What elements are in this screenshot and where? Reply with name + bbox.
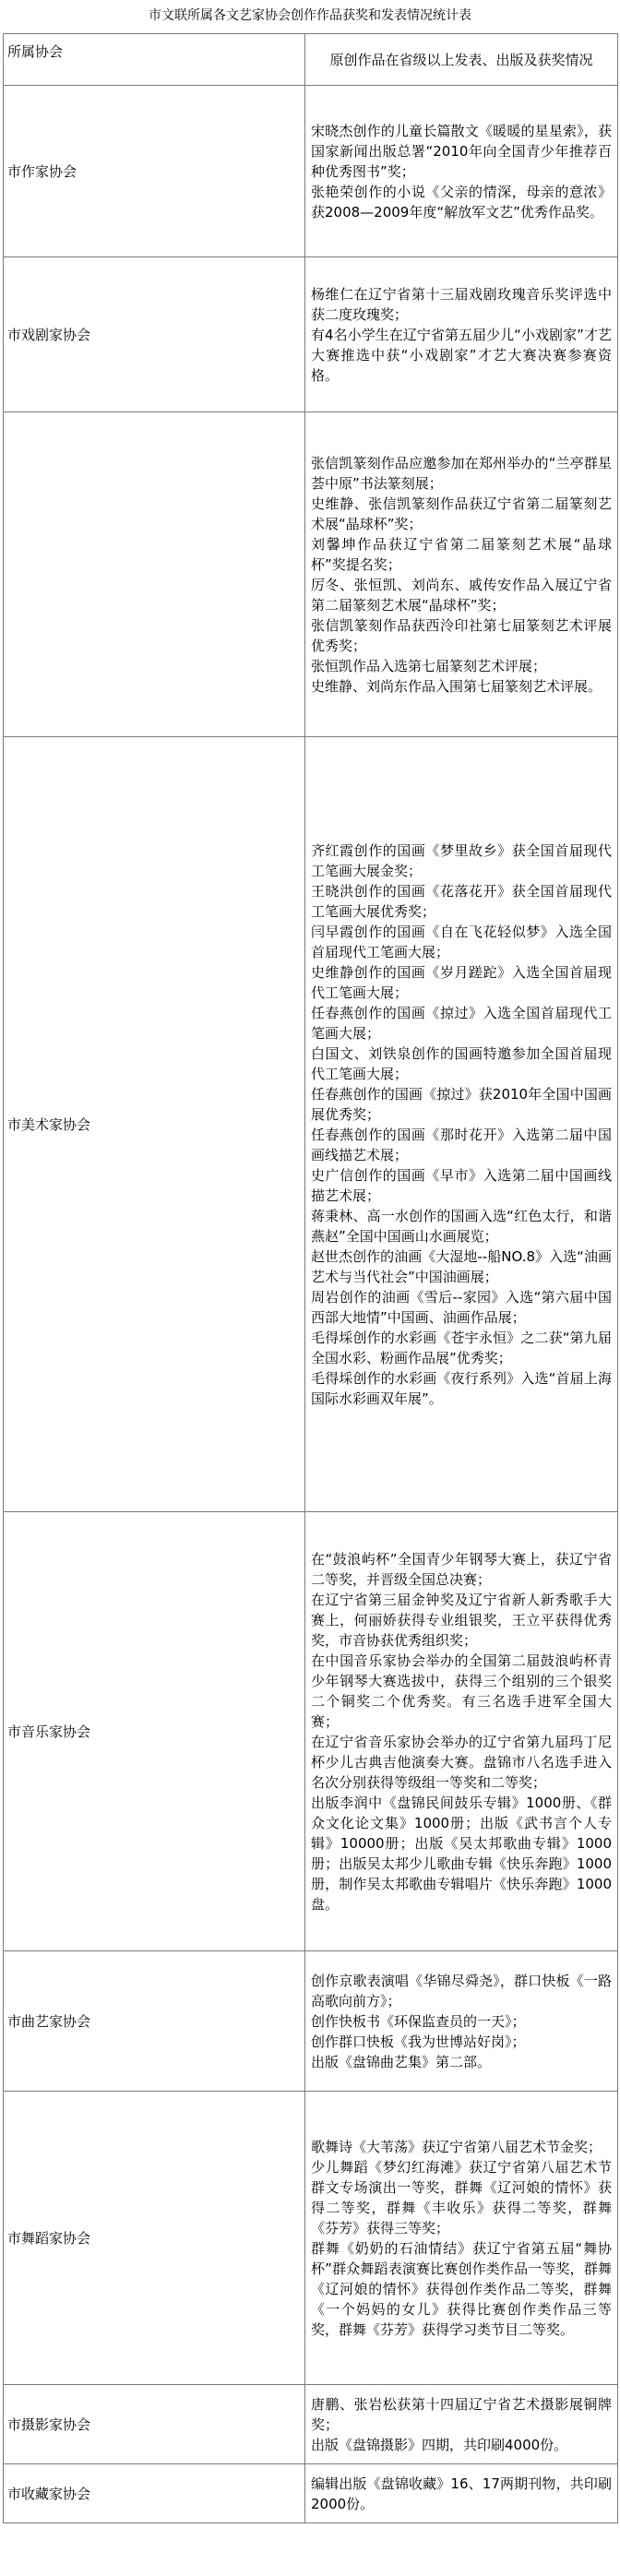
achievement-item: 杨维仁在辽宁省第十三届戏剧玫瑰音乐奖评选中获二度玫瑰奖； (311, 285, 612, 323)
achievement-item: 张信凯篆刻作品获西泠印社第七届篆刻艺术评展优秀奖； (311, 616, 612, 654)
achievement-description (305, 2092, 618, 2385)
table-row (4, 257, 618, 412)
association-name: 市戏剧家协会 (4, 257, 305, 412)
achievement-item: 史维静、刘尚东作品入围第七届篆刻艺术评展。 (311, 677, 602, 695)
achievement-item: 在“鼓浪屿杯”全国青少年钢琴大赛上，获辽宁省二等奖，并晋级全国总决赛； (311, 1550, 612, 1588)
achievement-item: 厉冬、张恒凯、刘尚东、戚传安作品入展辽宁省第二届篆刻艺术展“晶球杯”奖； (311, 576, 612, 614)
achievement-item: 创作快板书《环保监查员的一天》； (311, 2012, 526, 2030)
achievement-description (305, 412, 618, 737)
page (0, 3, 620, 2576)
achievement-item: 任春燕创作的国画《那时花开》入选第二届中国画线描艺术展； (311, 1126, 612, 1163)
achievement-item: 史维静、张信凯篆刻作品获辽宁省第二届篆刻艺术展“晶球杯”奖； (311, 495, 612, 532)
achievement-item: 刘馨坤作品获辽宁省第二届篆刻艺术展“晶球杯”奖提名奖； (311, 535, 612, 573)
association-name: 市舞蹈家协会 (4, 2092, 305, 2385)
achievement-item: 在辽宁省音乐家协会举办的辽宁省第九届玛丁尼杯少儿古典吉他演奏大赛。盘锦市八名选手进入名次分别获得等级组一等奖和二等奖； (311, 1733, 612, 1791)
achievement-item: 张艳荣创作的小说《父亲的情深，母亲的意浓》获2008—2009年度“解放军文艺”优秀作品奖。 (311, 183, 612, 221)
header-association: 所属协会 (4, 34, 305, 86)
achievement-item: 张信凯篆刻作品应邀参加在郑州举办的“兰亭群星荟中原”书法篆刻展； (311, 454, 612, 492)
table-row (4, 2385, 618, 2464)
achievement-item: 毛得埰创作的水彩画《夜行系列》入选“首届上海国际水彩画双年展”。 (311, 1369, 612, 1407)
association-name: 市音乐家协会 (4, 1512, 305, 1951)
achievement-item: 闫早霞创作的国画《自在飞花轻似梦》入选全国首届现代工笔画大展； (311, 923, 612, 960)
table-header-row (4, 34, 618, 86)
table-body (4, 86, 618, 2523)
header-description: 原创作品在省级以上发表、出版及获奖情况 (305, 34, 618, 86)
table-row (4, 2092, 618, 2385)
achievement-item: 赵世杰创作的油画《大湿地--船NO.8》入选“油画艺术与当代社会”中国油画展； (311, 1247, 612, 1285)
achievement-item: 编辑出版《盘锦收藏》16、17两期刊物，共印刷2000份。 (311, 2475, 612, 2512)
document-title: 市文联所属各文艺家协会创作作品获奖和发表情况统计表 (149, 8, 471, 23)
achievement-description (305, 2385, 618, 2464)
achievement-item: 齐红霞创作的国画《梦里故乡》获全国首届现代工笔画大展金奖； (311, 841, 612, 879)
association-name: 市收藏家协会 (4, 2464, 305, 2523)
achievement-item: 出版李润中《盘锦民间鼓乐专辑》1000册、《群众文化论文集》1000册；出版《武书言个人专辑》10000册；出版《吴太邦歌曲专辑》1000册；出版吴太邦少儿歌曲专辑《快乐奔跑》1000册，制作吴太邦歌曲专辑唱片《快乐奔跑》1000盘。 (311, 1794, 612, 1913)
achievement-item: 在中国音乐家协会举办的全国第二届鼓浪屿杯青少年钢琴大赛选拔中，获得三个组别的三个银奖二个铜奖二个优秀奖。有三名选手进军全国大赛； (311, 1652, 612, 1730)
achievement-item: 群舞《奶奶的石油情结》获辽宁省第五届“舞协杯”群众舞蹈表演赛比赛创作类作品一等奖，群舞《辽河娘的情怀》获得创作类作品二等奖，群舞《一个妈妈的女儿》获得比赛创作类作品三等奖，群舞《芬芳》获得学习类节目二等奖。 (311, 2239, 612, 2338)
achievement-item: 有4名小学生在辽宁省第五届少儿“小戏剧家”才艺大赛推选中获“小戏剧家”才艺大赛决赛参赛资格。 (311, 326, 612, 384)
achievement-item: 出版《盘锦摄影》四期，共印刷4000份。 (311, 2436, 568, 2453)
association-name: 市美术家协会 (4, 737, 305, 1512)
achievement-item: 唐鹏、张岩松获第十四届辽宁省艺术摄影展铜牌奖； (311, 2395, 612, 2433)
association-name (4, 412, 305, 737)
achievement-item: 歌舞诗《大苇荡》获辽宁省第八届艺术节金奖； (311, 2138, 602, 2155)
statistics-table (3, 33, 618, 2523)
achievement-item: 白国文、刘铁泉创作的国画特邀参加全国首届现代工笔画大展； (311, 1044, 612, 1082)
achievement-description (305, 1951, 618, 2092)
achievement-item: 史广信创作的国画《早市》入选第二届中国画线描艺术展； (311, 1166, 612, 1204)
table-row (4, 412, 618, 737)
achievement-item: 创作京歌表演唱《华锦尽舜尧》，群口快板《一路高歌向前方》； (311, 1972, 612, 2010)
achievement-description (305, 86, 618, 257)
achievement-item: 毛得埰创作的水彩画《苍宇永恒》之二获“第九届全国水彩、粉画作品展”优秀奖； (311, 1329, 612, 1366)
achievement-item: 王晓洪创作的国画《花落花开》获全国首届现代工笔画大展优秀奖； (311, 882, 612, 920)
achievement-description (305, 257, 618, 412)
achievement-description (305, 737, 618, 1512)
achievement-item: 在辽宁省第三届金钟奖及辽宁省新人新秀歌手大赛上，何丽娇获得专业组银奖，王立平获得优秀奖，市音协获优秀组织奖； (311, 1591, 612, 1649)
achievement-item: 任春燕创作的国画《掠过》获2010年全国中国画展优秀奖； (311, 1085, 612, 1123)
table-row (4, 737, 618, 1512)
achievement-item: 张恒凯作品入选第七届篆刻艺术评展； (311, 657, 547, 674)
achievement-description (305, 2464, 618, 2523)
table-row (4, 1512, 618, 1951)
achievement-item: 创作群口快板《我为世博站好岗》； (311, 2033, 526, 2050)
achievement-item: 任春燕创作的国画《掠过》入选全国首届现代工笔画大展； (311, 1004, 612, 1042)
association-name: 市曲艺家协会 (4, 1951, 305, 2092)
table-row (4, 86, 618, 257)
table-row (4, 2464, 618, 2523)
achievement-item: 周岩创作的油画《雪后--家园》入选“第六届中国西部大地情”中国画、油画作品展； (311, 1288, 612, 1326)
association-name: 市摄影家协会 (4, 2385, 305, 2464)
achievement-item: 少儿舞蹈《梦幻红海滩》获辽宁省第八届艺术节群文专场演出一等奖，群舞《辽河娘的情怀》获得二等奖，群舞《丰收乐》获得二等奖，群舞《芬芳》获得三等奖； (311, 2158, 612, 2236)
achievement-item: 蒋秉林、高一水创作的国画入选“红色太行，和谐燕赵”全国中国画山水画展览； (311, 1207, 612, 1245)
association-name: 市作家协会 (4, 86, 305, 257)
achievement-item: 宋晓杰创作的儿童长篇散文《暖暖的星星索》，获国家新闻出版总署“2010年向全国青少年推荐百种优秀图书”奖； (311, 122, 612, 180)
achievement-item: 出版《盘锦曲艺集》第二部。 (311, 2053, 492, 2070)
achievement-description (305, 1512, 618, 1951)
table-row (4, 1951, 618, 2092)
achievement-item: 史维静创作的国画《岁月蹉跎》入选全国首届现代工笔画大展； (311, 963, 612, 1001)
